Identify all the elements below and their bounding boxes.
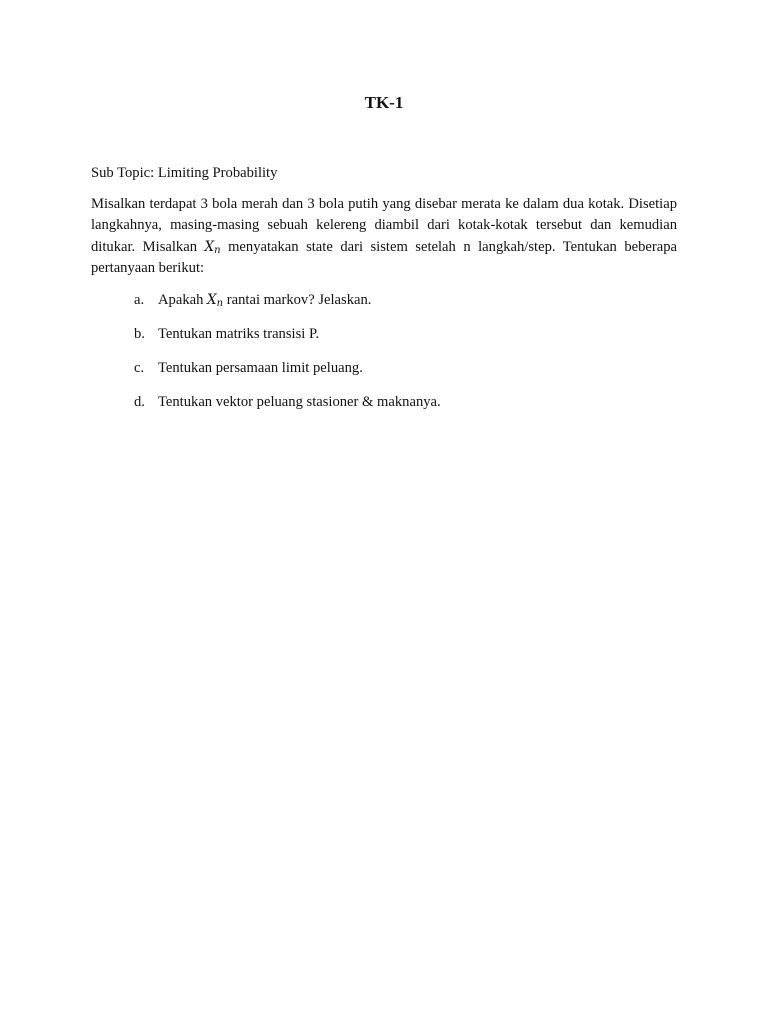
question-marker: b. <box>134 326 145 342</box>
question-marker: a. <box>134 292 145 308</box>
sub-topic-line: Sub Topic: Limiting Probability <box>91 165 278 181</box>
math-variable: X <box>207 292 217 308</box>
paragraph-text-part-1: Misalkan terdapat 3 bola merah dan 3 bola putih yang disebar merata ke dalam dua kotak. Disetiap langkahnya, masing-masing sebuah kelereng diambil dari kotak-kotak tersebut dan kemudian ditukar. Misalkan <box>91 196 677 255</box>
paragraph-text-part-2: menyatakan state dari sistem setelah n langkah/step. Tentukan beberapa pertanyaan berikut: <box>91 238 678 276</box>
document-title: TK-1 <box>364 93 404 112</box>
math-variable: X <box>204 238 215 255</box>
math-variable-xn <box>205 239 221 255</box>
question-item-a <box>91 290 677 324</box>
question-item-c <box>91 358 677 392</box>
question-text: Tentukan matriks transisi P. <box>158 326 320 342</box>
question-text: Tentukan vektor peluang stasioner & maknanya. <box>158 394 441 410</box>
question-text-after: rantai markov? Jelaskan. <box>223 292 372 308</box>
question-list <box>91 290 677 426</box>
question-item-d <box>91 392 677 426</box>
math-subscript: n <box>216 298 224 309</box>
question-text <box>158 290 371 310</box>
question-marker: c. <box>134 360 145 376</box>
question-marker: d. <box>134 394 145 410</box>
math-subscript: n <box>214 244 221 256</box>
math-variable-xn <box>207 292 223 308</box>
problem-paragraph <box>91 194 677 279</box>
question-text: Tentukan persamaan limit peluang. <box>158 360 363 376</box>
question-text-before: Apakah <box>158 292 208 308</box>
question-item-b <box>91 324 677 358</box>
